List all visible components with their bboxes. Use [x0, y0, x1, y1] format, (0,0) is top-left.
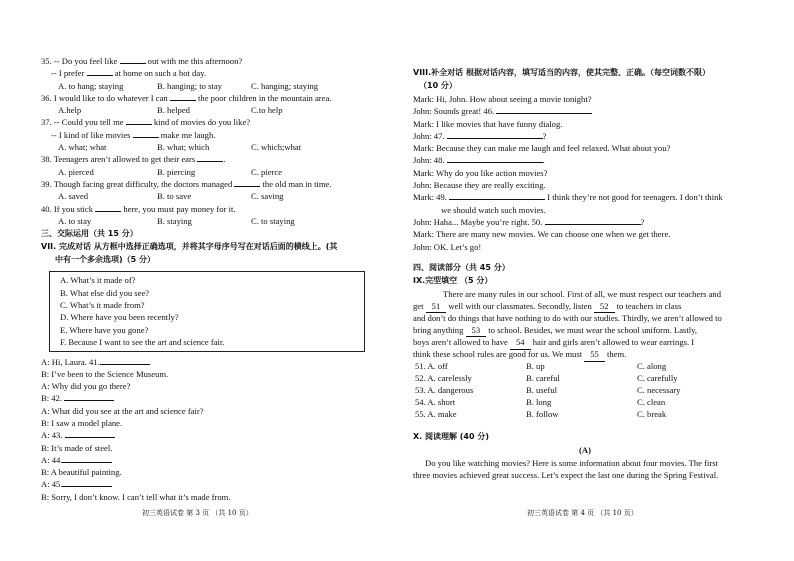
- answer-blank: [95, 203, 121, 212]
- question-40-options: [41, 215, 381, 227]
- cloze-options: [413, 360, 757, 420]
- section-10-title: X. 阅读理解 (40 分): [413, 432, 490, 442]
- cloze-blank-54[interactable]: 54: [510, 336, 531, 349]
- section-4-title: 四、阅读部分（共 45 分）: [413, 262, 510, 272]
- answer-blank-50[interactable]: [545, 216, 641, 225]
- cloze-line: think these school rules are good for us. We must 55 them.: [413, 348, 757, 360]
- dialog-line: B: Sorry, I don’t know. I can’t tell what it’s made from.: [41, 491, 231, 502]
- answer-blank-46[interactable]: [496, 105, 592, 114]
- dialog-7: [41, 356, 381, 504]
- dialog-line: Mark: I like movies that have funny dialog.: [413, 118, 563, 129]
- question-39-options: [41, 190, 381, 202]
- option-a: 52. A. carelessly: [415, 373, 472, 384]
- answer-blank-41[interactable]: [100, 356, 150, 365]
- section-7-title: VII. 完成对话 从方框中选择正确选项，并将其字母序号写在对话后面的横线上。(其: [41, 242, 338, 252]
- dialog-line: John: OK. Let’s go!: [413, 241, 482, 252]
- option-c: C. pierce: [251, 166, 283, 177]
- box-option-e: E. Where have you gone?: [60, 324, 149, 335]
- box-option-f: F. Because I want to see the art and science fair.: [60, 337, 225, 348]
- question-37-line2: -- I kind of like movies make me laugh.: [51, 129, 216, 140]
- answer-blank: [170, 92, 196, 101]
- cloze-line: There are many rules in our school. First of all, we must respect our teachers and: [443, 288, 722, 299]
- option-c: C. hanging; staying: [251, 80, 319, 91]
- answer-blank: [120, 55, 146, 64]
- dialog-line: John: Sounds great! 46.: [413, 105, 757, 117]
- section-3-title: 三、交际运用（共 15 分）: [41, 229, 138, 239]
- dialog-line: Mark: Because they can make me laugh and feel relaxed. What about you?: [413, 143, 671, 154]
- passage-line: Do you like watching movies? Here is some information about four movies. The first: [425, 457, 718, 468]
- option-a: A. to stay: [58, 215, 92, 226]
- cloze-options-51: [413, 360, 757, 372]
- passage-line: three movies achieved great success. Let’s expect the last one during the Spring Festival.: [413, 470, 719, 481]
- passage-label: (A): [579, 445, 591, 456]
- dialog-line: John: 48. .: [413, 155, 545, 166]
- dialog-line: B: 42.: [41, 392, 381, 404]
- dialog-line: A: Why did you go there?: [41, 381, 131, 392]
- option-a: A.help: [58, 105, 82, 116]
- dialog-line: John: 47. ?: [413, 130, 547, 141]
- option-c: C. along: [637, 361, 667, 372]
- cloze-options-54: [413, 396, 757, 408]
- cloze-line: and don’t do things that have nothing to do with our studies. Thirdly, we aren’t allowed to: [413, 313, 722, 324]
- dialog-8: [413, 93, 757, 253]
- dialog-line: B: I’ve been to the Science Museum.: [41, 368, 169, 379]
- option-a: 51. A. off: [415, 361, 448, 372]
- answer-blank: [133, 129, 159, 138]
- dialog-line: John: Haha... Maybe you’re right. 50. ?: [413, 216, 645, 227]
- box-option-a: A. What’s it made of?: [60, 275, 136, 286]
- answer-blank: [126, 116, 152, 125]
- right-column: [413, 67, 757, 481]
- cloze-options-53: [413, 384, 757, 396]
- page-footer-3: 初三英语试卷 第 3 页 （共 10 页）: [142, 508, 253, 517]
- option-c: C. which;what: [251, 142, 302, 153]
- question-39: 39. Though facing great difficulty, the doctors managed the old man in time.: [41, 178, 332, 189]
- question-36: 36. I would like to do whatever I can the poor children in the mountain area.: [41, 92, 332, 103]
- cloze-blank-51[interactable]: 51: [426, 300, 447, 313]
- question-37: 37. -- Could you tell me kind of movies do you like?: [41, 117, 251, 128]
- dialog-line: A: 45.: [41, 478, 381, 490]
- section-7-title-cont: 中有一个多余选项)（5 分）: [55, 255, 156, 265]
- cloze-passage: [413, 288, 757, 361]
- question-35-options: [41, 80, 381, 92]
- option-a: 54. A. short: [415, 397, 456, 408]
- option-c: C. carefully: [637, 373, 678, 384]
- right-page: [397, 0, 794, 561]
- question-37-options: [41, 141, 381, 153]
- dialog-line: B: A beautiful painting.: [41, 467, 122, 478]
- answer-blank-49[interactable]: [449, 191, 545, 200]
- option-b: B. long: [526, 397, 552, 408]
- box-option-d: D. Where have you been recently?: [60, 312, 179, 323]
- option-b: B. follow: [526, 409, 559, 420]
- option-b: B. helped: [157, 105, 190, 116]
- dialog-line: we should watch such movies.: [441, 204, 546, 215]
- dialog-line: Mark: Why do you like action movies?: [413, 167, 548, 178]
- cloze-blank-52[interactable]: 52: [594, 300, 615, 313]
- option-c: C. break: [637, 409, 667, 420]
- option-a: A. pierced: [58, 166, 94, 177]
- dialog-line: B: It’s made of steel.: [41, 442, 113, 453]
- box-option-b: B. What else did you see?: [60, 287, 150, 298]
- question-35-line2: -- I prefer at home on such a hot day.: [51, 68, 207, 79]
- answer-blank: [234, 178, 260, 187]
- answer-blank-48[interactable]: [447, 154, 543, 163]
- option-a: A. to hang; staying: [58, 80, 124, 91]
- answer-blank-45[interactable]: [62, 478, 112, 487]
- option-b: B. useful: [526, 385, 558, 396]
- question-40: 40. If you stick here, you must pay money for it.: [41, 203, 236, 214]
- cloze-options-55: [413, 408, 757, 420]
- answer-blank-47[interactable]: [447, 130, 543, 139]
- left-column: [41, 55, 381, 503]
- option-a: A. what; what: [58, 142, 107, 153]
- dialog-line: A: Hi, Laura. 41.: [41, 356, 381, 368]
- option-b: B. staying: [157, 215, 192, 226]
- dialog-line: A: 43.: [41, 429, 381, 441]
- dialog-line: Mark: Hi, John. How about seeing a movie tonight?: [413, 94, 592, 104]
- page-footer-4: 初三英语试卷 第 4 页 （共 10 页）: [527, 508, 638, 517]
- option-b: B. careful: [526, 373, 560, 384]
- cloze-line: bring anything 53 to school. Besides, we must wear the school uniform. Lastly,: [413, 324, 757, 336]
- answer-blank: [87, 67, 113, 76]
- section-9-title: IX.完型填空 （5 分）: [413, 275, 493, 285]
- dialog-line: A: 44.: [41, 454, 381, 466]
- option-a: 55. A. make: [415, 409, 457, 420]
- option-b: B. what; which: [157, 142, 210, 153]
- box-option-c: C. What’s it made from?: [60, 299, 145, 310]
- option-c: C. clean: [637, 397, 666, 408]
- option-b: B. up: [526, 361, 545, 372]
- cloze-options-52: [413, 372, 757, 384]
- option-c: C.to help: [251, 105, 283, 116]
- question-35: 35. -- Do you feel like out with me this afternoon?: [41, 56, 243, 66]
- option-a: A. saved: [58, 191, 89, 202]
- section-8-score: （10 分）: [419, 81, 457, 90]
- dialog-line: Mark: There are many new movies. We can choose one when we get there.: [413, 229, 671, 240]
- cloze-line: get 51 well with our classmates. Secondly, listen 52 to teachers in class: [413, 300, 757, 312]
- answer-blank-44[interactable]: [62, 454, 112, 463]
- dialog-line: B: I saw a model plane.: [41, 417, 123, 428]
- option-b: B. to save: [157, 191, 192, 202]
- option-c: C. to staying: [251, 215, 295, 226]
- option-b: B. piercing: [157, 166, 196, 177]
- answer-blank: [197, 153, 223, 162]
- cloze-blank-55[interactable]: 55: [584, 348, 605, 361]
- cloze-blank-53[interactable]: 53: [466, 324, 487, 337]
- dialog-line: A: What did you see at the art and science fair?: [41, 405, 204, 416]
- option-c: C. saving: [251, 191, 284, 202]
- cloze-line: boys aren’t allowed to have 54 hair and girls aren’t allowed to wear earrings. I: [413, 336, 757, 348]
- option-b: B. hanging; to stay: [157, 80, 222, 91]
- dialog-line: John: Because they are really exciting.: [413, 180, 546, 191]
- question-36-options: [41, 104, 381, 116]
- answer-blank-43[interactable]: [65, 429, 115, 438]
- section-8-title: VIII.补全对话 根据对话内容，填写适当的内容，使其完整、正确。（每空词数不限）: [413, 68, 710, 77]
- question-38-options: [41, 166, 381, 178]
- answer-blank-42[interactable]: [64, 392, 114, 401]
- options-box: [49, 271, 365, 351]
- option-c: C. necessary: [637, 385, 681, 396]
- dialog-line: Mark: 49. I think they’re not good for teenagers. I don’t think: [413, 192, 723, 203]
- question-38: 38. Teenagers aren’t allowed to get their ears .: [41, 154, 226, 165]
- option-a: 53. A. dangerous: [415, 385, 474, 396]
